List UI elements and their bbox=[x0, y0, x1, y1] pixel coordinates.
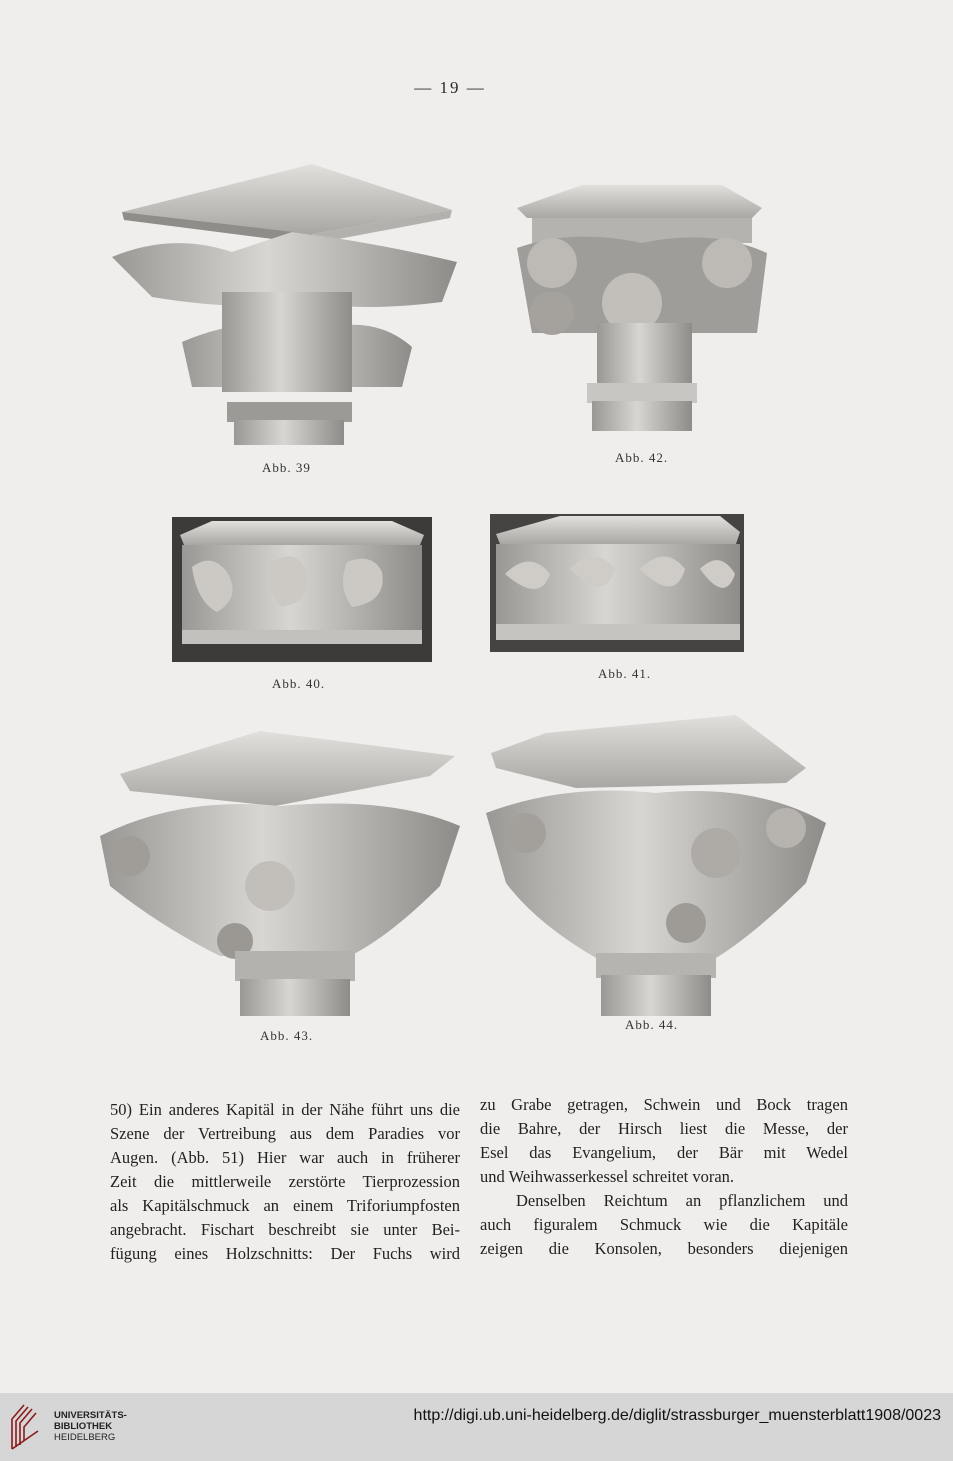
logo-line: UNIVERSITÄTS- bbox=[54, 1410, 127, 1421]
text-line: Esel das Evangelium, der Bär mit Wedel bbox=[480, 1143, 848, 1162]
text-line: die Bahre, der Hirsch liest die Messe, der bbox=[480, 1119, 848, 1138]
text-line: und Weihwasserkessel schreitet voran. bbox=[480, 1167, 735, 1186]
caption-abb-42: Abb. 42. bbox=[615, 450, 669, 465]
figure-abb-39 bbox=[112, 162, 462, 447]
text-line: Zeit die mittlerweile zerstörte Tierprozession bbox=[110, 1172, 460, 1191]
footer-bar bbox=[0, 1393, 953, 1461]
logo-line: BIBLIOTHEK bbox=[54, 1421, 113, 1432]
logo-line: HEIDELBERG bbox=[54, 1432, 116, 1443]
figure-abb-44 bbox=[486, 713, 828, 1016]
figure-abb-42 bbox=[512, 183, 770, 433]
library-logo-text bbox=[54, 1410, 127, 1443]
text-column-right bbox=[480, 1093, 848, 1261]
figure-abb-43 bbox=[100, 726, 462, 1016]
text-line: zeigen die Konsolen, besonders diejenigen bbox=[480, 1239, 848, 1258]
figure-abb-41 bbox=[490, 514, 744, 652]
text-line: 50) Ein anderes Kapitäl in der Nähe führt uns die bbox=[110, 1100, 460, 1119]
text-line: angebracht. Fischart beschreibt sie unter Bei- bbox=[110, 1220, 460, 1239]
text-line: Szene der Vertreibung aus dem Paradies vor bbox=[110, 1124, 460, 1143]
text-line: zu Grabe getragen, Schwein und Bock tragen bbox=[480, 1095, 848, 1114]
caption-abb-39: Abb. 39 bbox=[262, 460, 311, 475]
text-line: als Kapitälschmuck an einem Triforiumpfosten bbox=[110, 1196, 460, 1215]
text-line: fügung eines Holzschnitts: Der Fuchs wird bbox=[110, 1244, 460, 1263]
text-line: auch figuralem Schmuck wie die Kapitäle bbox=[480, 1215, 848, 1234]
page-number: — 19 — bbox=[414, 78, 486, 97]
text-column-left bbox=[110, 1098, 460, 1266]
caption-abb-43: Abb. 43. bbox=[260, 1028, 314, 1043]
figure-abb-40 bbox=[172, 517, 432, 662]
text-line: Denselben Reichtum an pflanzlichem und bbox=[516, 1191, 848, 1210]
caption-abb-44: Abb. 44. bbox=[625, 1017, 679, 1032]
caption-abb-41: Abb. 41. bbox=[598, 666, 652, 681]
caption-abb-40: Abb. 40. bbox=[272, 676, 326, 691]
source-url-link[interactable]: http://digi.ub.uni-heidelberg.de/diglit/strassburger_muensterblatt1908/0023 bbox=[413, 1407, 941, 1424]
text-line: Augen. (Abb. 51) Hier war auch in früherer bbox=[110, 1148, 460, 1167]
library-logo-icon bbox=[8, 1401, 44, 1451]
